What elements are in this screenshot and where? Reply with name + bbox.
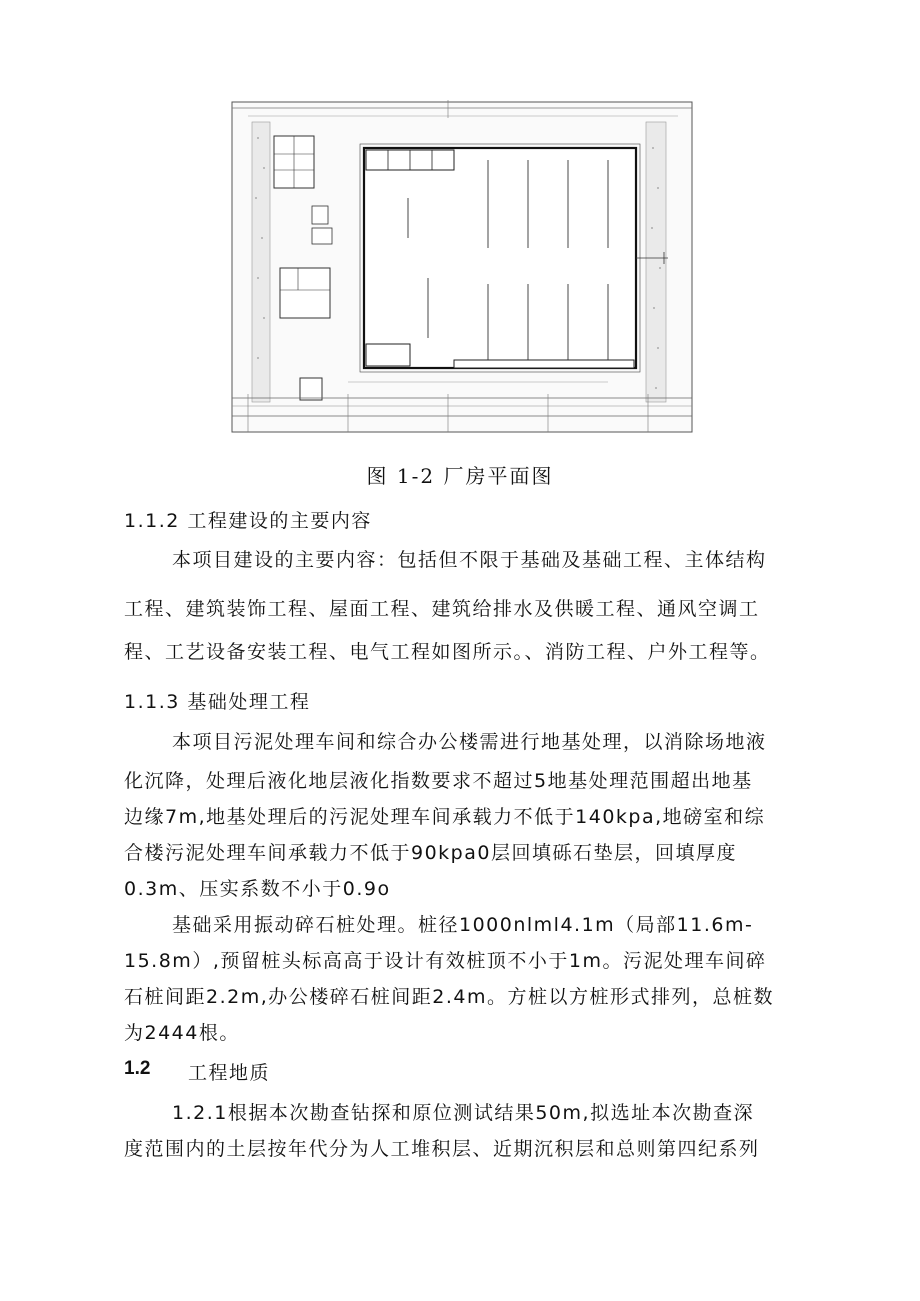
paragraph-line: 15.8m）,预留桩头标高高于设计有效桩顶不小于1m。污泥处理车间碎 [124, 950, 767, 972]
paragraph-line: 合楼污泥处理车间承载力不低于90kpa0层回填砾石垫层，回填厚度 [124, 842, 737, 864]
figure-caption: 图 1-2 厂房平面图 [366, 464, 554, 488]
factory-floor-plan-figure [228, 98, 696, 448]
paragraph-line: 基础采用振动碎石桩处理。桩径1000nlml4.1m（局部11.6m- [172, 914, 754, 936]
paragraph-line: 边缘7m,地基处理后的污泥处理车间承载力不低于140kpa,地磅室和综 [124, 806, 766, 828]
paragraph-line: 度范围内的土层按年代分为人工堆积层、近期沉积层和总则第四纪系列 [124, 1138, 760, 1160]
paragraph-line: 工程、建筑装饰工程、屋面工程、建筑给排水及供暖工程、通风空调工 [124, 598, 760, 620]
paragraph-line: 本项目建设的主要内容：包括但不限于基础及基础工程、主体结构 [172, 549, 767, 571]
paragraph-line: 1.2.1根据本次勘查钻探和原位测试结果50m,拟选址本次勘查深 [172, 1102, 755, 1124]
paragraph-line: 本项目污泥处理车间和综合办公楼需进行地基处理，以消除场地液 [172, 731, 767, 753]
factory-floor-plan-drawing [228, 98, 696, 448]
paragraph-line: 程、工艺设备安装工程、电气工程如图所示。、消防工程、户外工程等。 [124, 641, 771, 663]
paragraph-line: 石桩间距2.2m,办公楼碎石桩间距2.4m。方桩以方桩形式排列，总桩数 [124, 986, 774, 1008]
paragraph-line: 为2444根。 [124, 1022, 240, 1044]
section-heading-1-1-2: 1.1.2 工程建设的主要内容 [124, 510, 372, 532]
section-number-1-2: 1.2 [124, 1058, 151, 1079]
paragraph-line: 化沉降，处理后液化地层液化指数要求不超过5地基处理范围超出地基 [124, 770, 753, 792]
section-heading-1-1-3: 1.1.3 基础处理工程 [124, 691, 311, 713]
section-title-1-2: 工程地质 [188, 1062, 271, 1084]
paragraph-line: 0.3m、压实系数不小于0.9o [124, 878, 391, 900]
